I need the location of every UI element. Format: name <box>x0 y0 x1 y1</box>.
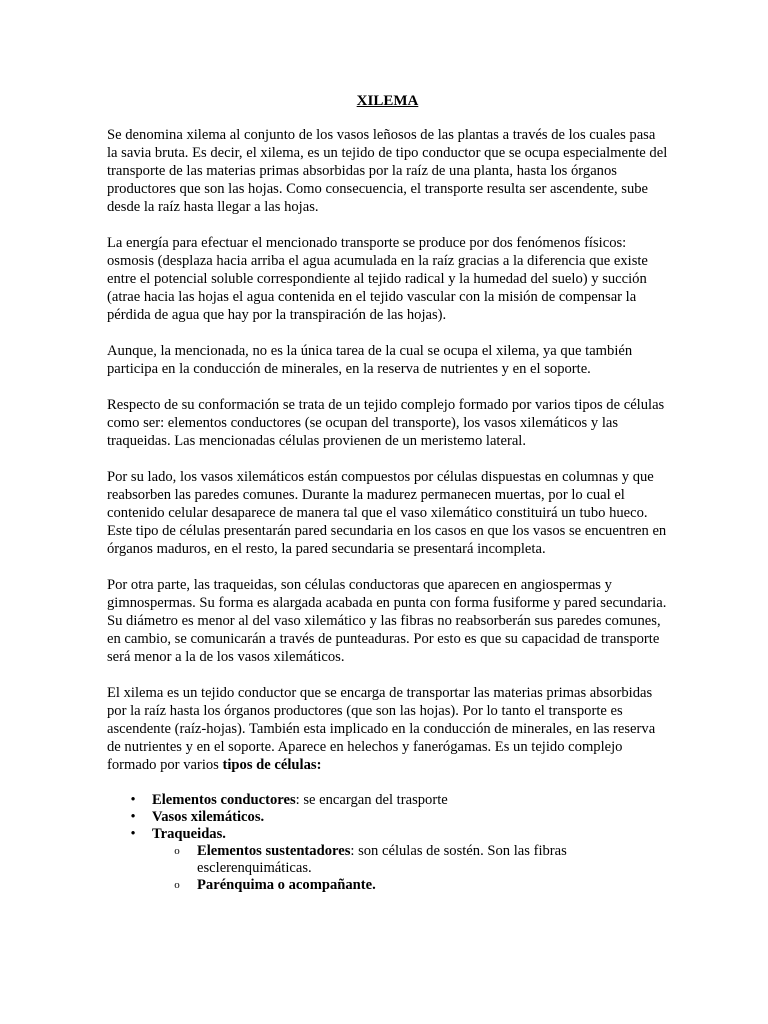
paragraph-3: Aunque, la mencionada, no es la única tarea de la cual se ocupa el xilema, ya que también participa en la conducción de minerales, en la reserva de nutrientes y en el soporte. <box>107 343 633 377</box>
list-item <box>107 792 668 809</box>
circle-bullet-icon: o <box>174 879 180 891</box>
sub-list-item <box>152 843 668 877</box>
bullet-icon: • <box>130 826 136 842</box>
list-item <box>107 826 668 894</box>
sub-list-item-description: : son células de sostén. Son las fibras esclerenquimáticas. <box>197 843 567 876</box>
paragraph-7-text: El xilema es un tejido conductor que se encarga de transportar las materias primas absorbidas por la raíz hasta los órganos productores (que son las hojas). Por lo tanto el transporte es ascendente (raíz-hojas). También esta implicado en la conducción de minerales, en las reserva de nutrientes y en el soporte. Aparece en helechos y fanerógamas. Es un tejido complejo formado por varios <box>107 685 656 773</box>
paragraph-2: La energía para efectuar el mencionado transporte se produce por dos fenómenos físicos: osmosis (desplaza hacia arriba el agua acumulada en la raíz gracias a la diferencia que existe entre el potencial soluble correspondiente al tejido radical y la humedad del suelo) y succión (atrae hacia las hojas el agua contenida en el tejido vascular con la misión de compensar la pérdida de agua que hay por la transpiración de las hojas). <box>107 235 648 323</box>
list-item-term: Vasos xilemáticos. <box>152 809 265 825</box>
list-item-term: Traqueidas. <box>152 826 226 842</box>
paragraph-6: Por otra parte, las traqueidas, son células conductoras que aparecen en angiospermas y gimnospermas. Su forma es alargada acabada en punta con forma fusiforme y pared secundaria. Su diámetro es menor al del vaso xilemático y las fibras no reabsorberán sus paredes comunes, en cambio, se comunicarán a través de punteaduras. Por esto es que su capacidad de transporte será menor a la de los vasos xilemáticos. <box>107 577 667 665</box>
paragraph-7-bold-tail: tipos de células: <box>222 757 322 773</box>
sub-list-item <box>152 877 668 894</box>
document-title: XILEMA <box>356 93 419 109</box>
bullet-icon: • <box>130 792 136 808</box>
bullet-icon: • <box>130 809 136 825</box>
sub-list <box>152 843 668 894</box>
circle-bullet-icon: o <box>174 845 180 857</box>
paragraph-1: Se denomina xilema al conjunto de los vasos leñosos de las plantas a través de los cuales pasa la savia bruta. Es decir, el xilema, es un tejido de tipo conductor que se ocupa especialmente del transporte de las materias primas absorbidas por la raíz de una planta, hasta los órganos productores que son las hojas. Como consecuencia, el transporte resulta ser ascendente, sube desde la raíz hasta llegar a las hojas. <box>107 127 668 215</box>
sub-list-item-term: Parénquima o acompañante. <box>197 877 376 893</box>
list-item <box>107 809 668 826</box>
list-item-term: Elementos conductores <box>152 792 296 808</box>
paragraph-7 <box>107 684 668 774</box>
cell-types-list <box>107 792 668 894</box>
sub-list-item-term: Elementos sustentadores <box>197 843 351 859</box>
paragraph-4: Respecto de su conformación se trata de un tejido complejo formado por varios tipos de células como ser: elementos conductores (se ocupan del transporte), los vasos xilemáticos y las traqueidas. Las mencionadas células provienen de un meristemo lateral. <box>107 397 665 449</box>
paragraph-5: Por su lado, los vasos xilemáticos están compuestos por células dispuestas en columnas y que reabsorben las paredes comunes. Durante la madurez permanecen muertas, por lo cual el contenido celular desaparece de manera tal que el vaso xilemático constituirá un tubo hueco. Este tipo de células presentarán pared secundaria en los casos en que los vasos se encuentren en órganos maduros, en el resto, la pared secundaria se presentará incompleta. <box>107 469 667 557</box>
list-item-description: : se encargan del trasporte <box>295 792 448 808</box>
